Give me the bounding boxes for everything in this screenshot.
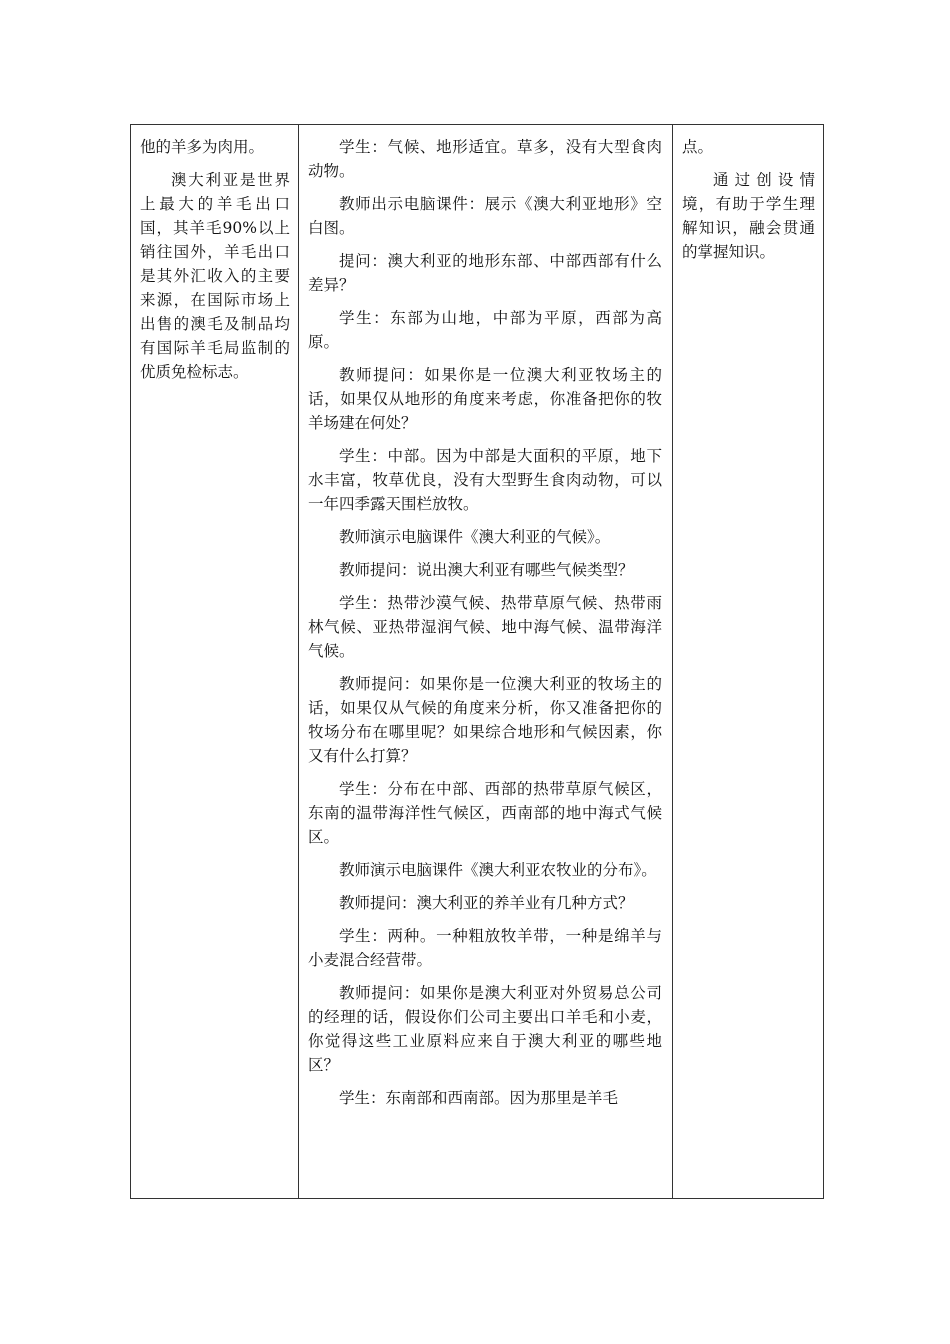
middle-paragraph-13: 教师提问：澳大利亚的养羊业有几种方式？ — [339, 894, 634, 912]
middle-paragraph-15: 教师提问：如果你是澳大利亚对外贸易总公司的经理的话，假设你们公司主要出口羊毛和小麦，你觉得这些工业原料应来自于澳大利亚的哪些地区？ — [308, 984, 662, 1074]
middle-paragraph-2: 教师出示电脑课件：展示《澳大利亚地形》空白图。 — [308, 195, 662, 237]
middle-paragraph-11: 学生：分布在中部、西部的热带草原气候区，东南的温带海洋性气候区，西南部的地中海式气候区。 — [308, 780, 662, 846]
middle-paragraph-6: 学生：中部。因为中部是大面积的平原，地下水丰富，牧草优良，没有大型野生食肉动物，可以一年四季露天围栏放牧。 — [308, 447, 662, 513]
middle-paragraph-16: 学生：东南部和西南部。因为那里是羊毛 — [339, 1089, 619, 1107]
middle-paragraph-12: 教师演示电脑课件《澳大利亚农牧业的分布》。 — [339, 861, 657, 879]
middle-paragraph-3: 提问：澳大利亚的地形东部、中部西部有什么差异？ — [308, 252, 662, 294]
table-row — [131, 125, 824, 1199]
intent-column-cell — [673, 125, 824, 1199]
content-column-cell — [131, 125, 299, 1199]
activity-column-cell — [299, 125, 673, 1199]
middle-paragraph-5: 教师提问：如果你是一位澳大利亚牧场主的话，如果仅从地形的角度来考虑，你准备把你的牧羊场建在何处？ — [308, 366, 662, 432]
right-paragraph-1: 点。 — [682, 138, 714, 156]
right-paragraph-2: 通过创设情境，有助于学生理解知识，融会贯通的掌握知识。 — [682, 171, 815, 261]
left-paragraph-1: 他的羊多为肉用。 — [140, 138, 265, 156]
left-paragraph-2: 澳大利亚是世界上最大的羊毛出口国，其羊毛90%以上销往国外，羊毛出口是其外汇收入的主要来源，在国际市场上出售的澳毛及制品均有国际羊毛局监制的优质免检标志。 — [140, 171, 290, 381]
middle-paragraph-1: 学生：气候、地形适宜。草多，没有大型食肉动物。 — [308, 138, 662, 180]
middle-paragraph-7: 教师演示电脑课件《澳大利亚的气候》。 — [339, 528, 611, 546]
middle-paragraph-14: 学生：两种。一种粗放牧羊带，一种是绵羊与小麦混合经营带。 — [308, 927, 662, 969]
middle-paragraph-10: 教师提问：如果你是一位澳大利亚的牧场主的话，如果仅从气候的角度来分析，你又准备把你的牧场分布在哪里呢？如果综合地形和气候因素，你又有什么打算？ — [308, 675, 662, 765]
middle-paragraph-9: 学生：热带沙漠气候、热带草原气候、热带雨林气候、亚热带湿润气候、地中海气候、温带海洋气候。 — [308, 594, 662, 660]
middle-paragraph-4: 学生：东部为山地，中部为平原，西部为高原。 — [308, 309, 662, 351]
lesson-plan-table — [130, 124, 824, 1199]
middle-paragraph-8: 教师提问：说出澳大利亚有哪些气候类型？ — [339, 561, 634, 579]
